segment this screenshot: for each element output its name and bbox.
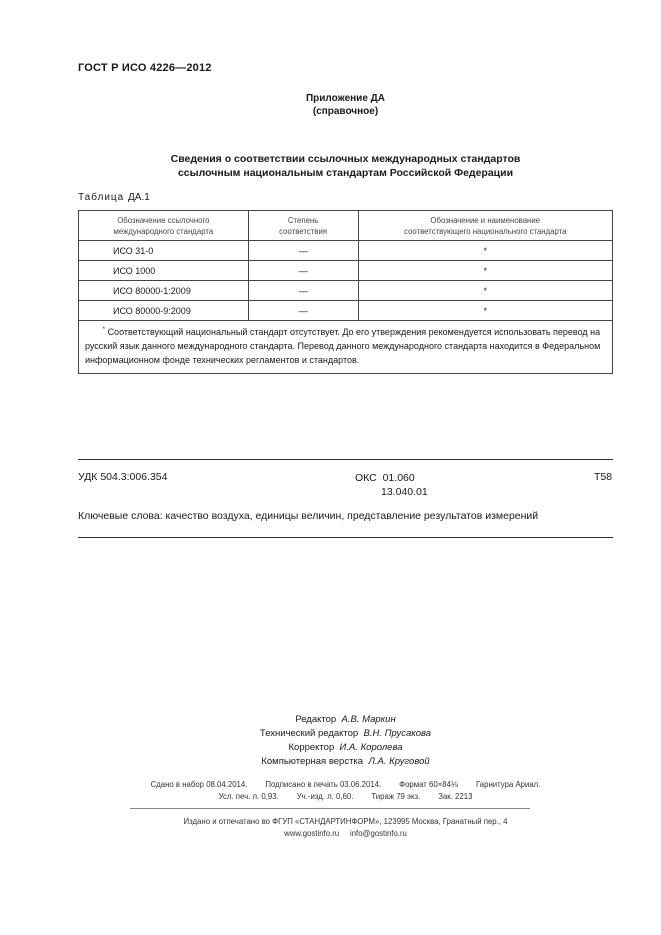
column-header-national-line1: Обозначение и наименование <box>430 215 541 225</box>
document-header-standard: ГОСТ Р ИСО 4226—2012 <box>78 62 212 74</box>
appendix-heading <box>0 92 661 118</box>
cell-degree: — <box>248 281 358 301</box>
column-header-national <box>358 211 613 241</box>
footnote-mark: * <box>102 326 106 333</box>
section-title-line2: ссылочным национальным стандартам Российской Федерации <box>177 167 514 179</box>
publisher-email[interactable]: info@gostinfo.ru <box>349 829 407 838</box>
cell-degree: — <box>248 301 358 321</box>
column-header-designation <box>79 211 249 241</box>
oks-code-1: 01.060 <box>382 472 415 484</box>
column-header-degree <box>248 211 358 241</box>
credit-corrector <box>0 741 661 755</box>
credit-name: И.А. Королева <box>339 742 403 753</box>
cell-national: * <box>358 301 613 321</box>
keywords: Ключевые слова: качество воздуха, единицы величин, представление результатов измерений <box>78 510 539 522</box>
oks-codes <box>355 471 428 499</box>
cell-designation: ИСО 80000-9:2009 <box>79 301 249 321</box>
credit-role: Редактор <box>295 714 337 725</box>
cell-designation: ИСО 31-0 <box>79 241 249 261</box>
table-header-row <box>79 211 613 241</box>
divider-top <box>78 459 613 460</box>
pub-pech: Усл. печ. л. 0,93. <box>218 792 279 801</box>
table-caption-word: Таблица <box>78 192 125 203</box>
udk-code: УДК 504.3:006.354 <box>78 471 168 483</box>
divider-publisher <box>130 808 530 809</box>
publishing-line1 <box>0 778 661 791</box>
credit-role: Корректор <box>288 742 335 753</box>
table-row <box>79 281 613 301</box>
column-header-designation-line2: международного стандарта <box>113 226 214 236</box>
cell-national: * <box>358 281 613 301</box>
cell-degree: — <box>248 261 358 281</box>
publisher-address-block <box>0 816 661 840</box>
publisher-site[interactable]: www.gostinfo.ru <box>284 829 340 838</box>
pub-format: Формат 60×84 <box>399 780 451 789</box>
table-footnote-row <box>79 321 613 374</box>
column-header-national-line2: соответствующего национального стандарта <box>404 226 567 236</box>
group-code: Т58 <box>594 471 613 483</box>
pub-format-fraction: ⅛ <box>450 779 459 789</box>
pub-izd: Уч.-изд. л. 0,60. <box>296 792 354 801</box>
credits-block <box>0 713 661 769</box>
publisher-contacts <box>0 828 661 840</box>
cell-degree: — <box>248 241 358 261</box>
credit-name: А.В. Маркин <box>341 714 396 725</box>
footnote-text: Соответствующий национальный стандарт отсутствует. До его утверждения рекомендуется использовать перевод на русский язык данного международного стандарта. Перевод данного международного стандарта находится в Федеральном информационном фонде технических регламентов и стандартов. <box>85 327 601 365</box>
section-title-line1: Сведения о соответствии ссылочных международных стандартов <box>170 153 521 165</box>
credit-tech-editor <box>0 727 661 741</box>
reference-standards-table <box>78 210 613 374</box>
pub-sent: Сдано в набор 08.04.2014. <box>150 780 248 789</box>
column-header-degree-line2: соответствия <box>279 226 328 236</box>
oks-label: ОКС <box>355 472 377 484</box>
cell-designation: ИСО 80000-1:2009 <box>79 281 249 301</box>
publishing-line2 <box>0 791 661 803</box>
appendix-subtitle: (справочное) <box>312 106 379 117</box>
table-row <box>79 241 613 261</box>
cell-national: * <box>358 261 613 281</box>
cell-national: * <box>358 241 613 261</box>
table-caption-number: ДА.1 <box>128 192 150 203</box>
publisher-address: Издано и отпечатано во ФГУП «СТАНДАРТИНФОРМ», 123995 Москва, Гранатный пер., 4 <box>183 817 508 826</box>
table-footnote <box>79 321 613 374</box>
column-header-designation-line1: Обозначение ссылочного <box>117 215 210 225</box>
publishing-info <box>0 778 661 803</box>
credit-editor <box>0 713 661 727</box>
pub-font: Гарнитура Ариал. <box>476 780 541 789</box>
divider-bottom <box>78 537 613 538</box>
pub-zak: Зак. 2213 <box>438 792 473 801</box>
table-caption <box>78 192 150 203</box>
credit-name: Л.А. Круговой <box>368 756 430 767</box>
credit-role: Технический редактор <box>259 728 359 739</box>
table-row <box>79 301 613 321</box>
table-row <box>79 261 613 281</box>
column-header-degree-line1: Степень <box>287 215 319 225</box>
credit-layout <box>0 755 661 769</box>
oks-code-2: 13.040.01 <box>381 486 428 498</box>
pub-signed: Подписано в печать 03.06.2014. <box>265 780 382 789</box>
section-title <box>0 152 661 180</box>
pub-tirazh: Тираж 79 экз. <box>371 792 421 801</box>
credit-role: Компьютерная верстка <box>261 756 364 767</box>
cell-designation: ИСО 1000 <box>79 261 249 281</box>
credit-name: В.Н. Прусакова <box>363 728 432 739</box>
appendix-title: Приложение ДА <box>305 93 386 104</box>
